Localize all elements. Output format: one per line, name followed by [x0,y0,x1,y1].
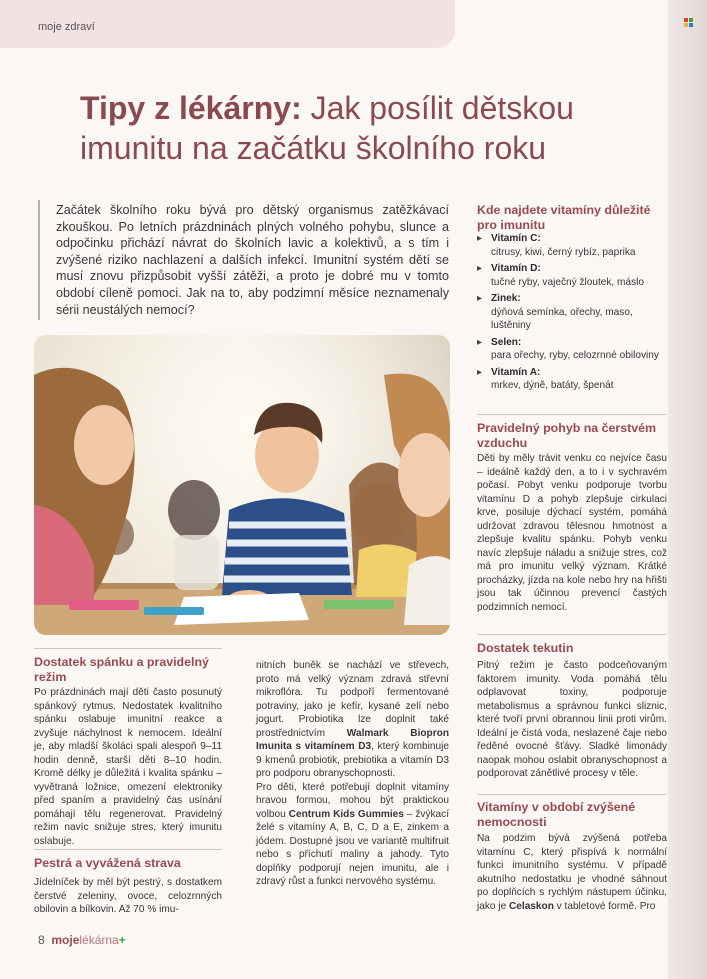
pohyb-heading: Pravidelný pohyb na čerstvém vzduchu [477,421,657,450]
vitamin-sources: citrusy, kiwi, černý rybíz, paprika [491,246,636,258]
spanek-heading: Dostatek spánku a pravidelný režim [34,655,209,684]
vitamin-sources: tučné ryby, vaječný žloutek, máslo [491,276,644,288]
section-divider [477,634,667,635]
pohyb-text: Děti by měly trávit venku co nejvíce času – ideálně každý den, a to i v sychravém počasí. Pobyt venku podporuje tvorbu vitamínu D a pohyb zlepšuje cirkulaci krve, posiluje dýchací systém, pomáhá udržovat zdravou tělesnou hmotnost a zlepšuje kvalitu spánku. Pohyb venku navíc zlepšuje náladu a snižuje stres, což má pro imunitu velký význam. Krátké procházky, jízda na kole nebo hry na hřišti jsou tak účinnou prevencí častých podzimních nemocí. [477,453,667,613]
vitamin-item [477,232,667,259]
vitamin-item [477,262,667,289]
vitamin-sources: mrkev, dýně, batáty, špenát [491,380,614,391]
vitamin-item [477,336,667,363]
vitamin-name: ▸ Vitamín A: [477,366,667,380]
vitamin-name: ▸ Vitamín C: [477,232,667,246]
vitamin-name: ▸ Zinek: [477,292,667,306]
classroom-photo [34,335,450,635]
vitamins-heading: Kde najdete vitamíny důležité pro imunitu [477,203,651,232]
intro-accent-rule [38,200,40,320]
product-celaskon: Celaskon [508,900,554,912]
title-rest: Jak posílit dětskou imunitu na začátku školního roku [80,90,574,166]
strava-heading: Pestrá a vyvážená strava [34,856,181,870]
page-fold-shadow [668,0,707,979]
product-biopron: Walmark Biopron Imunita s vitamínem D3 [256,727,449,752]
obdobi-text-b: v tabletové formě. Pro [553,900,656,912]
footer-brand-b: lékárna [79,933,119,947]
plus-icon: + [118,933,126,947]
middle-p2: Pro děti, které potřebují doplnit vitamíny hravou formou, mohou být praktickou volbou [256,781,449,820]
vitamin-item [477,366,667,393]
middle-p1b: , který kombinuje 9 kmenů probiotik, prebiotika a vitamín D3 pro podporu obranyschopnosti. [256,741,450,779]
page-footer [38,933,126,947]
spanek-text: Po prázdninách mají děti často posunutý spánkový rytmus. Nedostatek kvalitního spánku oslabuje imunitní reakce a zvyšuje náchylnost k nemocem. Ideální je, aby mladší školáci spali alespoň 9–11 hodin denně, starší děti 8–10 hodin. Kromě délky je důležitá i kvalita spánku – vyvětraná ložnice, omezení elektroniky před spaním a pravidelný čas usínání pomáhají tělu regenerovat. Pravidelný režim navíc snižuje stres, který imunitu oslabuje. [34,687,222,847]
strava-text: Jídelníček by měl být pestrý, s dostatkem čerstvé zeleniny, ovoce, celozrnných obilovin a bílkovin. Až 70 % imu- [34,877,222,915]
tekutiny-heading: Dostatek tekutin [477,641,574,655]
vitamin-name: ▸ Vitamín D: [477,262,667,276]
vitamin-list [477,232,667,396]
vitamin-sources: dýňová semínka, ořechy, maso, luštěniny [491,306,633,331]
intro-paragraph: Začátek školního roku bývá pro dětský organismus zatěžkávací zkouškou. Po letních prázdninách plných volného pohybu, slunce a odpočinku přichází návrat do školních lavic a kolektivů, a s tím i zvýšené riziko nachlazení a dalších infekcí. Imunitní systém dětí se musí znovu přizpůsobit vyšší zátěži, a proto je dobré mu v tomto období cíleně pomoci. Jak na to, aby podzimní měsíce neznamenaly sérii neustálých nemocí? [56,203,449,317]
article-title [80,88,640,168]
middle-column-text [256,659,449,889]
footer-brand-a: moje [51,933,80,947]
vitamin-sources: para ořechy, ryby, celozrnné obiloviny [491,350,659,361]
section-divider [34,648,222,649]
brand-logo-icon [684,18,693,27]
tekutiny-text: Pitný režim je často podceňovaným faktorem imunity. Voda pomáhá tělu odplavovat toxiny, podporuje metabolismus a správnou funkci sliznic, které tvoří první obrannou linii proti virům. Ideální je čistá voda, neslazené čaje nebo ředěné ovocné šťávy. Sladké limonády naopak mohou oslabit obranyschopnost a podporovat zánětlivé procesy v těle. [477,660,667,779]
vitamin-name: ▸ Selen: [477,336,667,350]
vitamin-item [477,292,667,333]
obdobi-heading: Vitamíny v období zvýšené nemocnosti [477,800,636,829]
product-centrum-kids: Centrum Kids Gummies [288,808,404,820]
section-label: moje zdraví [38,21,95,33]
section-divider [34,849,222,850]
obdobi-text [477,832,667,913]
middle-p1: nitních buněk se nachází ve střevech, proto má velký význam zdravá střevní mikroflóra. Tu podpoří fermentované potraviny, jako je kefír, kysané zelí nebo jogurt. Probiotika lze doplnit také prostřednictvím [256,660,449,739]
classroom-illustration [34,335,450,635]
obdobi-text-a: Na podzim bývá zvýšená potřeba vitamínu C, který přispívá k normální funkci imunitního systému. V případě akutního nedostatku je vhodné sáhnout po doplňcích s rychlým nástupem účinku, jako je [477,833,667,912]
middle-p2b: – žvýkací želé s vitamíny A, B, C, D a E, zinkem a jódem. Dostupné jsou ve variantě multifruit nebo s příchutí maliny a jahody. Tyto doplňky podporují nejen imunitu, ale i zdravý růst a funkci nervového systému. [256,808,449,887]
title-bold: Tipy z lékárny: [80,90,302,126]
section-divider [477,794,667,795]
page-number: 8 [38,933,45,947]
section-divider [477,414,667,415]
